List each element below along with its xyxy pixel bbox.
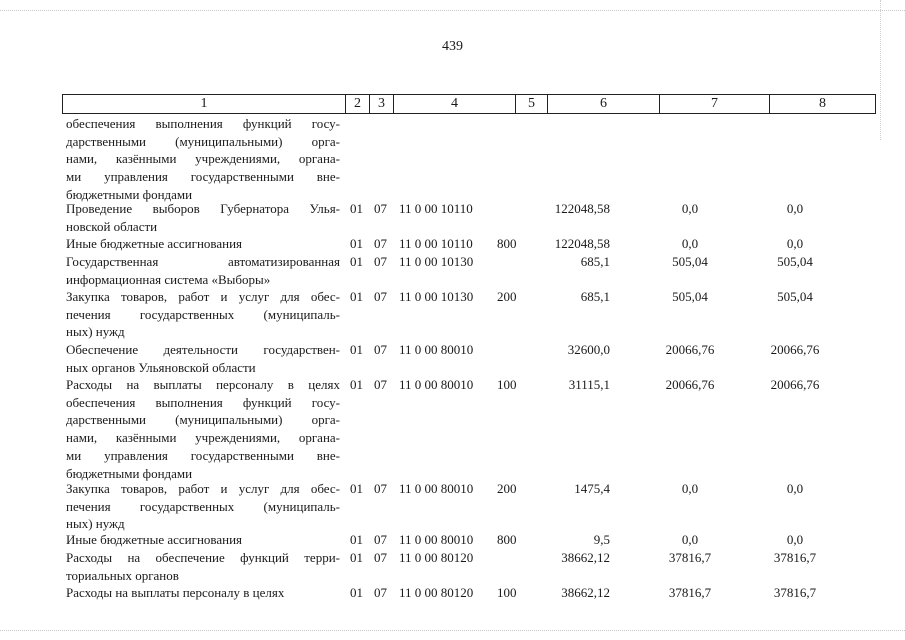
amount-col-6: 32600,0	[567, 342, 610, 357]
target-article-code: 11 0 00 80010	[399, 481, 474, 496]
description-line: Проведение выборов Губернатора Улья-	[66, 201, 340, 216]
subsection-code: 07	[374, 254, 387, 269]
expense-type-code: 800	[497, 236, 517, 251]
amount-col-7: 0,0	[681, 532, 699, 547]
expense-type-code: 100	[497, 377, 517, 392]
row-description	[66, 584, 340, 602]
description-line: ториальных органов	[66, 567, 179, 583]
amount-col-7: 0,0	[681, 481, 699, 496]
table-header	[62, 94, 876, 114]
description-line: ных органов Ульяновской области	[66, 359, 256, 375]
section-code: 01	[350, 289, 363, 304]
section-code: 01	[350, 532, 363, 547]
target-article-code: 11 0 00 80010	[399, 377, 474, 392]
description-line: нами, казёнными учреждениями, органа-	[66, 430, 340, 446]
target-article-code: 11 0 00 10130	[399, 254, 474, 269]
subsection-code: 07	[374, 289, 387, 304]
target-article-code: 11 0 00 80010	[399, 532, 474, 547]
row-description	[66, 288, 340, 341]
description-line: Закупка товаров, работ и услуг для обес-	[66, 481, 340, 496]
subsection-code: 07	[374, 532, 387, 547]
description-line: Расходы на обеспечение функций терри-	[66, 550, 340, 565]
target-article-code: 11 0 00 80120	[399, 585, 474, 600]
expense-type-code: 800	[497, 532, 517, 547]
description-line: новской области	[66, 218, 158, 234]
row-description	[66, 115, 340, 204]
subsection-code: 07	[374, 550, 387, 565]
subsection-code: 07	[374, 236, 387, 251]
amount-col-6: 9,5	[593, 532, 610, 547]
subsection-code: 07	[374, 201, 387, 216]
header-col-3: 3	[369, 95, 393, 113]
amount-col-6: 1475,4	[574, 481, 610, 496]
amount-col-7: 0,0	[681, 236, 699, 251]
amount-col-7: 505,04	[672, 289, 708, 304]
amount-col-8: 37816,7	[773, 550, 817, 565]
description-line: обеспечения выполнения функций госу-	[66, 394, 340, 410]
description-line: Расходы на выплаты персоналу в целях	[66, 377, 340, 392]
row-description	[66, 480, 340, 533]
row-description	[66, 531, 340, 549]
description-line: ных) нужд	[66, 324, 125, 340]
section-code: 01	[350, 377, 363, 392]
subsection-code: 07	[374, 342, 387, 357]
header-col-2: 2	[345, 95, 369, 113]
header-col-1: 1	[200, 96, 208, 111]
scan-edge-right	[880, 0, 881, 140]
expense-type-code: 200	[497, 481, 517, 496]
description-line: бюджетными фондами	[66, 465, 193, 481]
amount-col-8: 0,0	[786, 236, 804, 251]
amount-col-8: 505,04	[777, 289, 813, 304]
row-description	[66, 200, 340, 235]
header-col-4: 4	[393, 95, 515, 113]
expense-type-code: 100	[497, 585, 517, 600]
section-code: 01	[350, 236, 363, 251]
amount-col-8: 37816,7	[773, 585, 817, 600]
amount-col-6: 38662,12	[561, 550, 610, 565]
section-code: 01	[350, 481, 363, 496]
row-description	[66, 253, 340, 288]
scan-edge-bottom	[0, 630, 905, 631]
row-description	[66, 235, 340, 253]
target-article-code: 11 0 00 80120	[399, 550, 474, 565]
section-code: 01	[350, 585, 363, 600]
description-line: дарственными (муниципальными) орга-	[66, 412, 340, 428]
amount-col-6: 122048,58	[554, 236, 610, 251]
target-article-code: 11 0 00 80010	[399, 342, 474, 357]
amount-col-6: 38662,12	[561, 585, 610, 600]
amount-col-8: 0,0	[786, 201, 804, 216]
section-code: 01	[350, 201, 363, 216]
row-description	[66, 549, 340, 584]
scan-edge-top	[0, 10, 905, 11]
amount-col-8: 0,0	[786, 481, 804, 496]
header-col-6: 6	[547, 95, 659, 113]
amount-col-7: 20066,76	[665, 342, 715, 357]
description-line: Расходы на выплаты персоналу в целях	[66, 585, 285, 600]
description-line: дарственными (муниципальными) орга-	[66, 133, 340, 149]
row-description	[66, 376, 340, 482]
description-line: Иные бюджетные ассигнования	[66, 236, 243, 251]
description-line: Обеспечение деятельности государствен-	[66, 342, 340, 357]
description-line: ми управления государственными вне-	[66, 447, 340, 463]
amount-col-7: 37816,7	[668, 550, 712, 565]
amount-col-8: 20066,76	[770, 342, 820, 357]
target-article-code: 11 0 00 10130	[399, 289, 474, 304]
amount-col-7: 0,0	[681, 201, 699, 216]
description-line: печения государственных (муниципаль-	[66, 306, 340, 322]
subsection-code: 07	[374, 481, 387, 496]
description-line: ми управления государственными вне-	[66, 169, 340, 185]
row-description	[66, 341, 340, 376]
target-article-code: 11 0 00 10110	[399, 236, 473, 251]
amount-col-6: 685,1	[580, 289, 610, 304]
target-article-code: 11 0 00 10110	[399, 201, 473, 216]
amount-col-7: 20066,76	[665, 377, 715, 392]
amount-col-6: 685,1	[580, 254, 610, 269]
description-line: Иные бюджетные ассигнования	[66, 532, 243, 547]
expense-type-code: 200	[497, 289, 517, 304]
amount-col-8: 505,04	[777, 254, 813, 269]
amount-col-6: 122048,58	[554, 201, 610, 216]
description-line: печения государственных (муниципаль-	[66, 498, 340, 514]
page-number: 439	[442, 39, 463, 54]
section-code: 01	[350, 342, 363, 357]
description-line: Государственная автоматизированная	[66, 254, 340, 269]
amount-col-8: 0,0	[786, 532, 804, 547]
amount-col-7: 505,04	[672, 254, 708, 269]
amount-col-6: 31115,1	[568, 377, 610, 392]
header-col-8: 8	[769, 95, 875, 113]
description-line: бюджетными фондами	[66, 186, 193, 202]
amount-col-8: 20066,76	[770, 377, 820, 392]
subsection-code: 07	[374, 585, 387, 600]
description-line: информационная система «Выборы»	[66, 271, 271, 287]
header-col-5: 5	[515, 95, 547, 113]
amount-col-7: 37816,7	[668, 585, 712, 600]
description-line: ных) нужд	[66, 516, 125, 532]
header-col-7: 7	[659, 95, 769, 113]
section-code: 01	[350, 254, 363, 269]
section-code: 01	[350, 550, 363, 565]
subsection-code: 07	[374, 377, 387, 392]
description-line: обеспечения выполнения функций госу-	[66, 116, 340, 131]
description-line: Закупка товаров, работ и услуг для обес-	[66, 289, 340, 304]
description-line: нами, казёнными учреждениями, органа-	[66, 151, 340, 167]
